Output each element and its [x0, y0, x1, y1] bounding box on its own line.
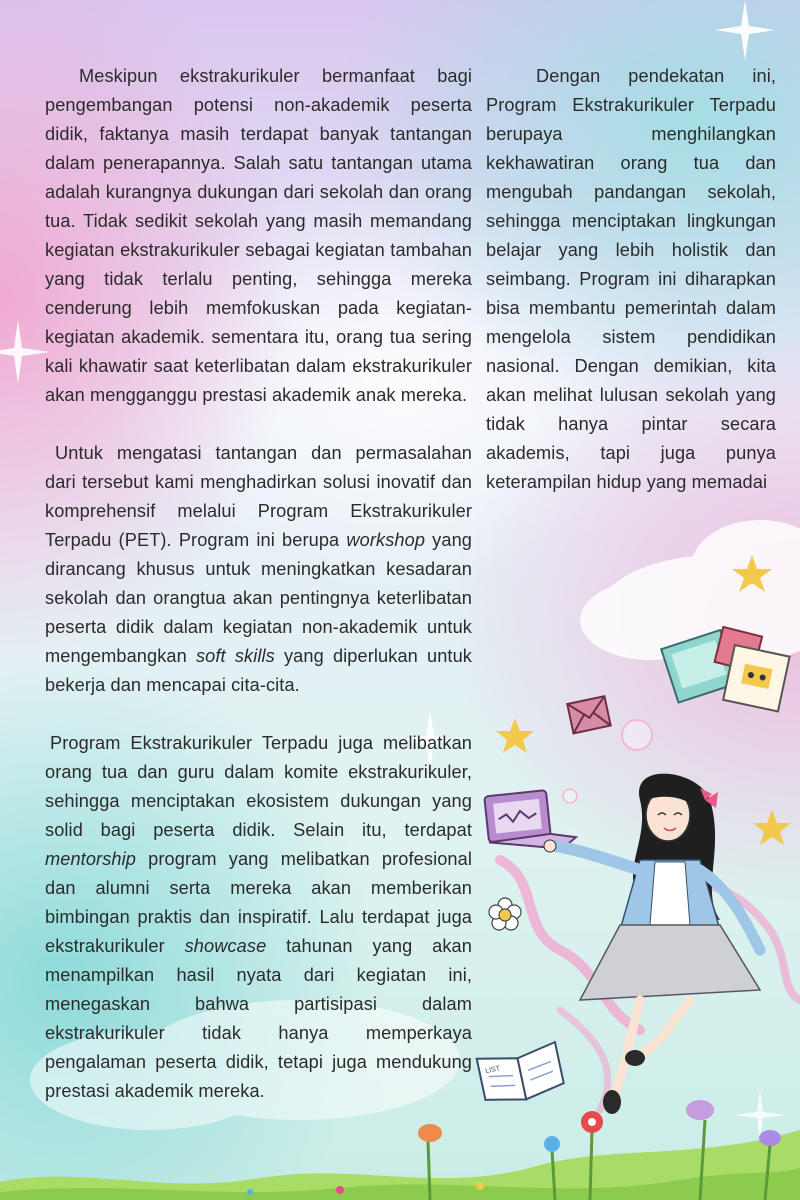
photo-card — [723, 645, 789, 711]
star-icon — [753, 810, 791, 845]
bubble-shape — [622, 720, 652, 750]
workshop-term: workshop — [346, 530, 426, 550]
paragraph-program: Program Ekstrakurikuler Terpadu juga melibatkan orang tua dan guru dalam komite ekstrakurikuler, sehingga menciptakan ekosistem dukungan yang solid bagi peserta didik. Selain itu, terdapat mentorship program yang melibatkan profesional dan alumni serta mereka akan memberikan bimbingan praktis dan inspiratif. Lalu terdapat juga ekstrakurikuler showcase tahunan yang akan menampilkan hasil nyata dari kegiatan ini, menegaskan bahwa partisipasi dalam ekstrakurikuler tidak hanya memperkaya pengalaman peserta didik, tetapi juga mendukung prestasi akademik mereka. — [45, 733, 472, 1101]
grass-ground — [0, 1130, 800, 1200]
bubble-shape — [563, 789, 577, 803]
book-icon — [477, 1042, 566, 1108]
showcase-term: showcase — [184, 936, 267, 956]
sparkle-icon — [0, 320, 50, 384]
soft-skills-term: soft skills — [195, 646, 275, 666]
book-label: LIST — [484, 1065, 501, 1076]
flower-icon — [489, 898, 521, 930]
paragraph-approach: Dengan pendekatan ini, Program Ekstrakurikuler Terpadu berupaya menghilangkan kekhawatiran orang tua dan mengubah pandangan sekolah, sehingga menciptakan lingkungan belajar yang lebih holistik dan seimbang. Program ini diharapkan bisa membantu pemerintah dalam mengelola sistem pendidikan nasional. Dengan demikian, kita akan melihat lulusan sekolah yang tidak hanya pintar secara akademis, tapi juga punya keterampilan hidup yang memadai — [486, 66, 776, 492]
star-icon — [496, 718, 534, 753]
paragraph-challenges: Meskipun ekstrakurikuler bermanfaat bagi pengembangan potensi non-akademik peserta didik, faktanya masih terdapat banyak tantangan dalam penerapannya. Salah satu tantangan utama adalah kurangnya dukungan dari sekolah dan orang tua. Tidak sedikit sekolah yang masih memandang kegiatan ekstrakurikuler sebagai kegiatan tambahan yang tidak terlalu penting, sehingga mereka cenderung lebih memfokuskan pada kegiatan-kegiatan akademik. sementara itu, orang tua sering kali khawatir saat keterlibatan dalam ekstrakurikuler akan mengganggu prestasi akademik anak mereka. — [45, 66, 472, 405]
ribbon-shape — [560, 1010, 608, 1110]
envelope-icon — [567, 696, 610, 733]
paragraph-solution: Untuk mengatasi tantangan dan permasalahan dari tersebut kami menghadirkan solusi inovatif dan komprehensif melalui Program Ekstrakurikuler Terpadu (PET). Program ini berupa workshop yang dirancang khusus untuk meningkatkan kesadaran sekolah dan orangtua akan pentingnya keterlibatan peserta didik dalam kegiatan non-akademik untuk mengembangkan soft skills yang diperlukan untuk bekerja dan mencapai cita-cita. — [45, 443, 472, 695]
sparkle-icon — [715, 0, 775, 60]
girl-illustration — [544, 774, 760, 1114]
mentorship-term: mentorship — [45, 849, 136, 869]
left-column — [45, 62, 472, 1106]
right-column — [486, 62, 776, 497]
